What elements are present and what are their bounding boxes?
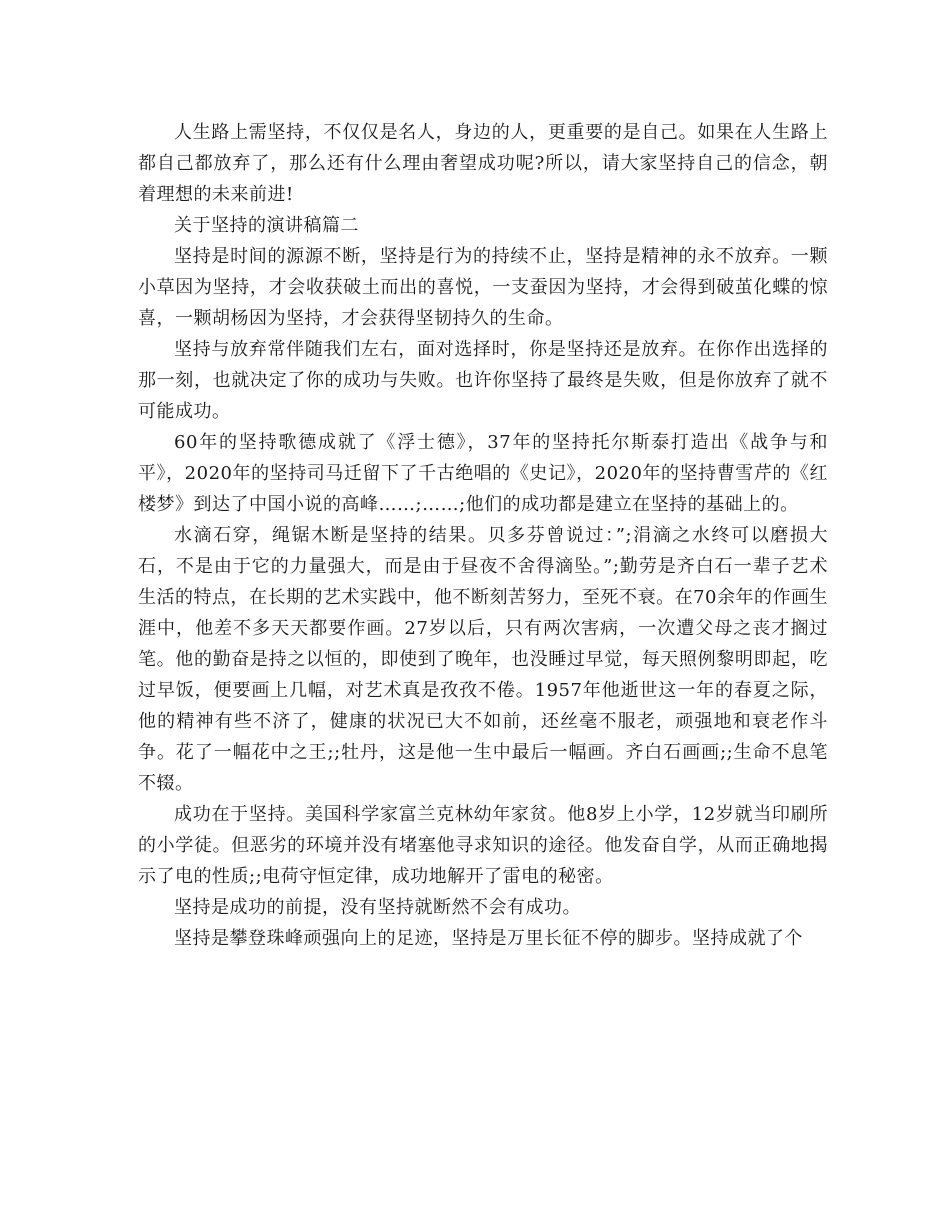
section-heading: 关于坚持的演讲稿篇二 (174, 215, 359, 236)
paragraph: 60年的坚持歌德成就了《浮士德》，37年的坚持托尔斯泰打造出《战争与和平》，2020年的坚持司马迁留下了千古绝唱的《史记》，2020年的坚持曹雪芹的《红楼梦》到达了中国小说的高峰……;……;他们的成功都是建立在坚持的基础上的。 (138, 432, 828, 515)
paragraph: 坚持是时间的源源不断，坚持是行为的持续不止，坚持是精神的永不放弃。一颗小草因为坚持，才会收获破土而出的喜悦，一支蚕因为坚持，才会得到破茧化蝶的惊喜，一颗胡杨因为坚持，才会获得坚韧持久的生命。 (138, 246, 828, 329)
paragraph: 坚持是成功的前提，没有坚持就断然不会有成功。 (174, 897, 581, 918)
paragraph: 坚持与放弃常伴随我们左右，面对选择时，你是坚持还是放弃。在你作出选择的那一刻，也就决定了你的成功与失败。也许你坚持了最终是失败，但是你放弃了就不可能成功。 (138, 339, 828, 422)
paragraph: 水滴石穿，绳锯木断是坚持的结果。贝多芬曾说过：”;涓滴之水终可以磨损大石，不是由于它的力量强大，而是由于昼夜不舍得滴坠。”;勤劳是齐白石一辈子艺术生活的特点，在长期的艺术实践中，他不断刻苦努力，至死不衰。在70余年的作画生涯中，他差不多天天都要作画。27岁以后，只有两次害病，一次遭父母之丧才搁过笔。他的勤奋是持之以恒的，即使到了晚年，也没睡过早觉，每天照例黎明即起，吃过早饭，便要画上几幅，对艺术真是孜孜不倦。1957年他逝世这一年的春夏之际，他的精神有些不济了，健康的状况已大不如前，还丝毫不服老，顽强地和衰老作斗争。花了一幅花中之王;;牡丹，这是他一生中最后一幅画。齐白石画画;;生命不息笔不辍。 (138, 525, 828, 794)
paragraph: 坚持是攀登珠峰顽强向上的足迹，坚持是万里长征不停的脚步。坚持成就了个 (174, 928, 803, 949)
paragraph: 成功在于坚持。美国科学家富兰克林幼年家贫。他8岁上小学，12岁就当印刷所的小学徒。但恶劣的环境并没有堵塞他寻求知识的途径。他发奋自学，从而正确地揭示了电的性质;;电荷守恒定律，成功地解开了雷电的秘密。 (138, 804, 828, 887)
paragraph: 人生路上需坚持，不仅仅是名人，身边的人，更重要的是自己。如果在人生路上都自己都放弃了，那么还有什么理由奢望成功呢?所以，请大家坚持自己的信念，朝着理想的未来前进! (138, 122, 828, 205)
document-body (138, 117, 828, 954)
